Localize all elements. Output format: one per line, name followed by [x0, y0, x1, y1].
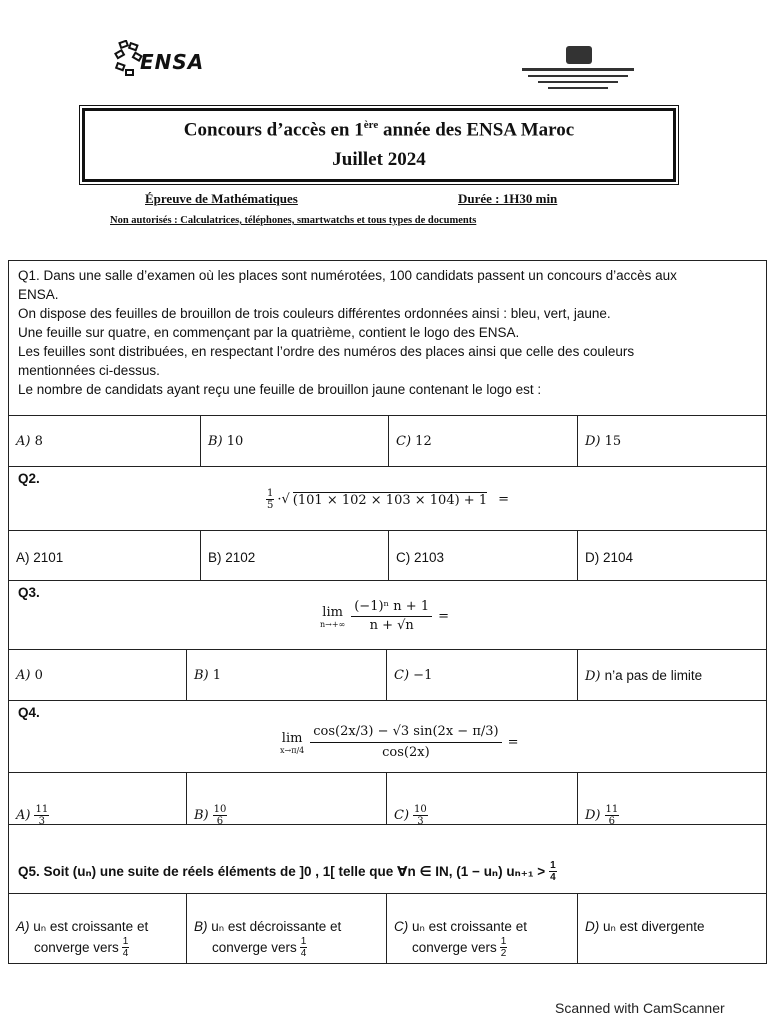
- q1-option-a: A) 8: [16, 434, 43, 449]
- q3-label: Q3.: [18, 585, 40, 600]
- ensa-logo-text: ENSA: [140, 50, 205, 74]
- ministry-emblem-icon: [518, 44, 638, 104]
- q5-option-b: B) uₙ est décroissante et converge vers $\frac{1}{4}$: [194, 919, 342, 959]
- exam-title: Concours d’accès en 1ère année des ENSA Maroc: [183, 119, 575, 141]
- q4-option-b: B) $\frac{10}{6}$: [194, 804, 227, 827]
- q2-option-d: D) 2104: [585, 550, 634, 565]
- q2-option-c: C) 2103: [396, 550, 445, 565]
- q3-option-d: D) n’a pas de limite: [585, 668, 703, 684]
- q1-option-c: C) 12: [396, 434, 432, 449]
- q4-label: Q4.: [18, 705, 40, 720]
- q1-line-4: Une feuille sur quatre, en commençant par la quatrième, contient le logo des ENSA.: [18, 325, 520, 340]
- ensa-logo: [114, 40, 214, 84]
- camscanner-watermark: Scanned with CamScanner: [555, 1000, 725, 1016]
- q5-option-d: D) uₙ est divergente: [585, 919, 705, 934]
- q5-question: Q5. Soit (uₙ) une suite de réels éléments de ]0 , 1[ telle que ∀n ∈ IN, (1 − uₙ) uₙ₊₁ > $\frac{1}{4}$: [18, 860, 556, 883]
- q5-option-a: A) uₙ est croissante et converge vers $\frac{1}{4}$: [16, 919, 149, 959]
- exam-date: Juillet 2024: [332, 149, 426, 171]
- q1-line-1: Q1. Dans une salle d’examen où les places sont numérotées, 100 candidats passent un concours d’accès aux: [18, 268, 677, 283]
- exam-subject: Épreuve de Mathématiques: [145, 191, 298, 206]
- question-sheet: [8, 260, 767, 964]
- q2-option-b: B) 2102: [208, 550, 256, 565]
- q1-line-3: On dispose des feuilles de brouillon de trois couleurs différentes ordonnées ainsi : bleu, vert, jaune.: [18, 306, 611, 321]
- q5-option-c: C) uₙ est croissante et converge vers $\frac{1}{2}$: [394, 919, 527, 959]
- q1-option-d: D) 15: [585, 434, 622, 449]
- q1-line-2: ENSA.: [18, 287, 59, 302]
- q3-option-c: C) −1: [394, 668, 433, 683]
- q4-option-a: A) $\frac{11}{3}$: [16, 804, 49, 827]
- q3-option-b: B) 1: [194, 668, 222, 683]
- q1-line-7: Le nombre de candidats ayant reçu une feuille de brouillon jaune contenant le logo est :: [18, 382, 542, 397]
- ministry-emblem: [518, 44, 638, 104]
- q2-label: Q2.: [18, 471, 40, 486]
- exam-title-box: [82, 108, 676, 182]
- q4-option-d: D) $\frac{11}{6}$: [585, 804, 619, 827]
- q1-line-5: Les feuilles sont distribuées, en respectant l’ordre des numéros des places ainsi que celle des couleurs: [18, 344, 635, 359]
- exam-notice: Non autorisés : Calculatrices, téléphones, smartwatchs et tous types de documents: [110, 215, 477, 226]
- q4-expression: lim x→π/4 $\frac{\cos(2x/3) - √3 \sin(2x - \pi/3)}{\cos(2x)}$ =: [280, 724, 519, 760]
- q3-expression: lim n→+∞ $\frac{\text{(−1)ⁿ n + 1}}{n + √n}$ =: [320, 599, 450, 633]
- exam-duration: Durée : 1H30 min: [458, 191, 558, 206]
- q4-option-c: C) $\frac{10}{3}$: [394, 804, 427, 827]
- q1-option-b: B) 10: [208, 434, 244, 449]
- q1-line-6: mentionnées ci-dessus.: [18, 363, 160, 378]
- q2-expression: $\frac{1}{5}$ ·√ (101 × 102 × 103 × 104) + 1 =: [267, 488, 509, 511]
- q2-option-a: A) 2101: [16, 550, 64, 565]
- q3-option-a: A) 0: [16, 668, 43, 683]
